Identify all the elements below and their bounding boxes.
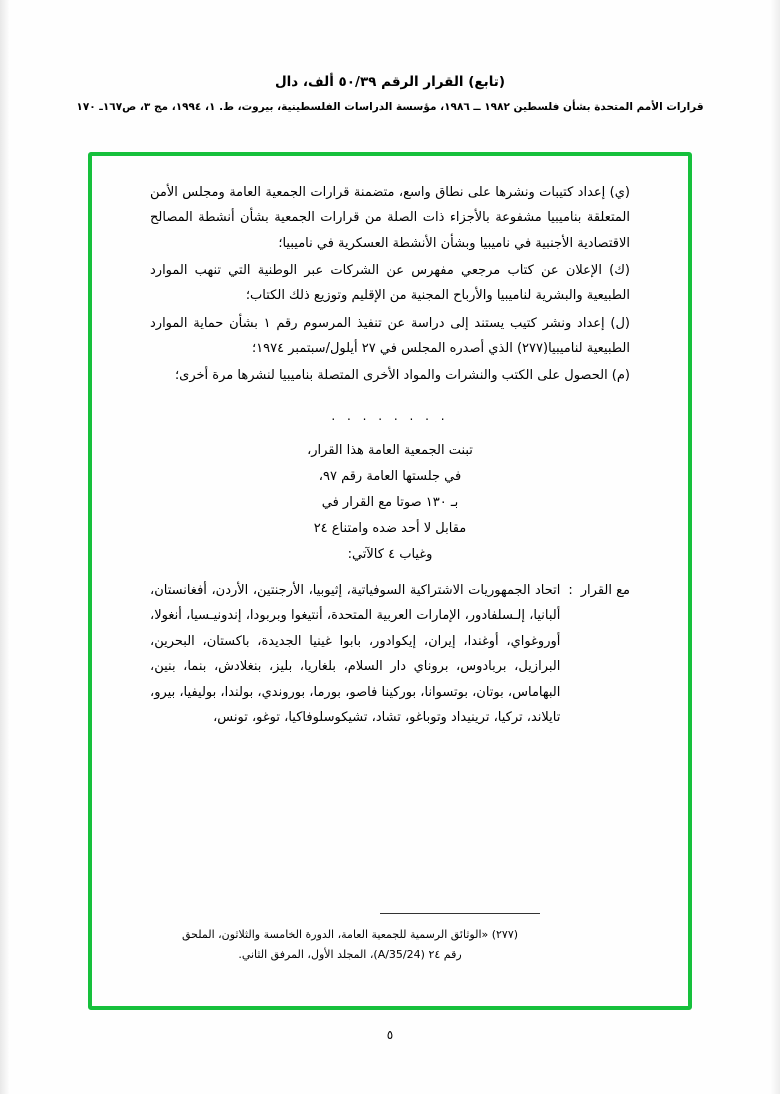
votes-in-favour-colon: : [568,583,573,599]
footnote-line-2: رقم ٢٤ (A/35/24)، المجلد الأول، المرفق الثاني. [238,948,462,962]
page-number: ٥ [386,1028,394,1042]
footnote-line-1: (٢٧٧) «الوثائق الرسمية للجمعية العامة، الدورة الخامسة والثلاثون، الملحق [181,928,519,941]
scan-edge-left [0,0,10,1094]
vote-summary [150,438,630,568]
document-body [150,180,630,730]
votes-in-favour-block [150,578,630,730]
ellipsis-separator: . . . . . . . . [331,408,449,423]
footnote-divider [380,913,540,914]
paragraph-lam: (ل) إعداد ونشر كتيب يستند إلى دراسة عن تنفيذ المرسوم رقم ١ بشأن حماية الموارد الطبيعية لناميبيا(٢٧٧) الذي أصدره المجلس في ٢٧ أيلول/سبتمبر ١٩٧٤؛ [150,315,630,357]
page-title: (تابع) القرار الرقم ٥٠/٣٩ ألف، دال [274,74,506,90]
scan-edge-right [770,0,780,1094]
vote-line-4: مقابل لا أحد ضده وامتناع ٢٤ [313,521,467,537]
votes-in-favour-countries: اتحاد الجمهوريات الاشتراكية السوفياتية، إثيوبيا، الأرجنتين، الأردن، أفغانستان، ألبانيا، إلـسلفادور، الإمارات العربية المتحدة، أنتيغوا وبربودا، إندونيـسيا، أنغولا، أوروغواي، أوغندا، إيران، إيكوادور، بابوا غينيا الجديدة، باكستان، البحرين، البرازيل، بربادوس، بروناي دار السلام، بلغاريا، بليز، بنغلادش، بنما، بنين، البهاماس، بوتان، بوتسوانا، بوركينا فاصو، بورما، بوروندي، بولندا، بوليفيا، بيرو، تايلاند، تركيا، ترينيداد وتوباغو، تشاد، تشيكوسلوفاكيا، توغو، تونس، [150,583,561,725]
page-source-line: قرارات الأمم المتحدة بشأن فلسطين ١٩٨٢ ــ ١٩٨٦، مؤسسة الدراسات الفلسطينية، بيروت، ط. ١، ١٩٩٤، مج ٣، ص١٦٧ـ ١٧٠ [76,101,704,113]
vote-line-5: وغياب ٤ كالآتي: [347,547,433,563]
paragraph-meem: (م) الحصول على الكتب والنشرات والمواد الأخرى المتصلة بناميبيا لنشرها مرة أخرى؛ [175,368,630,384]
vote-line-3: بـ ١٣٠ صوتا مع القرار في [321,495,459,511]
paragraph-ya: (ي) إعداد كتيبات ونشرها على نطاق واسع، متضمنة قرارات الجمعية العامة ومجلس الأمن المتعلقة بناميبيا مشفوعة بالأجزاء ذات الصلة من قرارات الجمعية بشأن أنشطة المصالح الاقتصادية الأجنبية في ناميبيا وبشأن الأنشطة العسكرية في ناميبيا؛ [150,185,630,251]
footnote-block [150,925,550,966]
paragraph-kaf: (ك) الإعلان عن كتاب مرجعي مفهرس عن الشركات عبر الوطنية التي تنهب الموارد الطبيعية والبشرية لناميبيا والأرباح المجنية من الإقليم وتوزيع ذلك الكتاب؛ [150,263,630,304]
page-header [0,74,780,113]
vote-line-1: تبنت الجمعية العامة هذا القرار، [307,443,473,459]
votes-in-favour-label: مع القرار [580,583,630,599]
vote-line-2: في جلستها العامة رقم ٩٧، [318,469,462,485]
